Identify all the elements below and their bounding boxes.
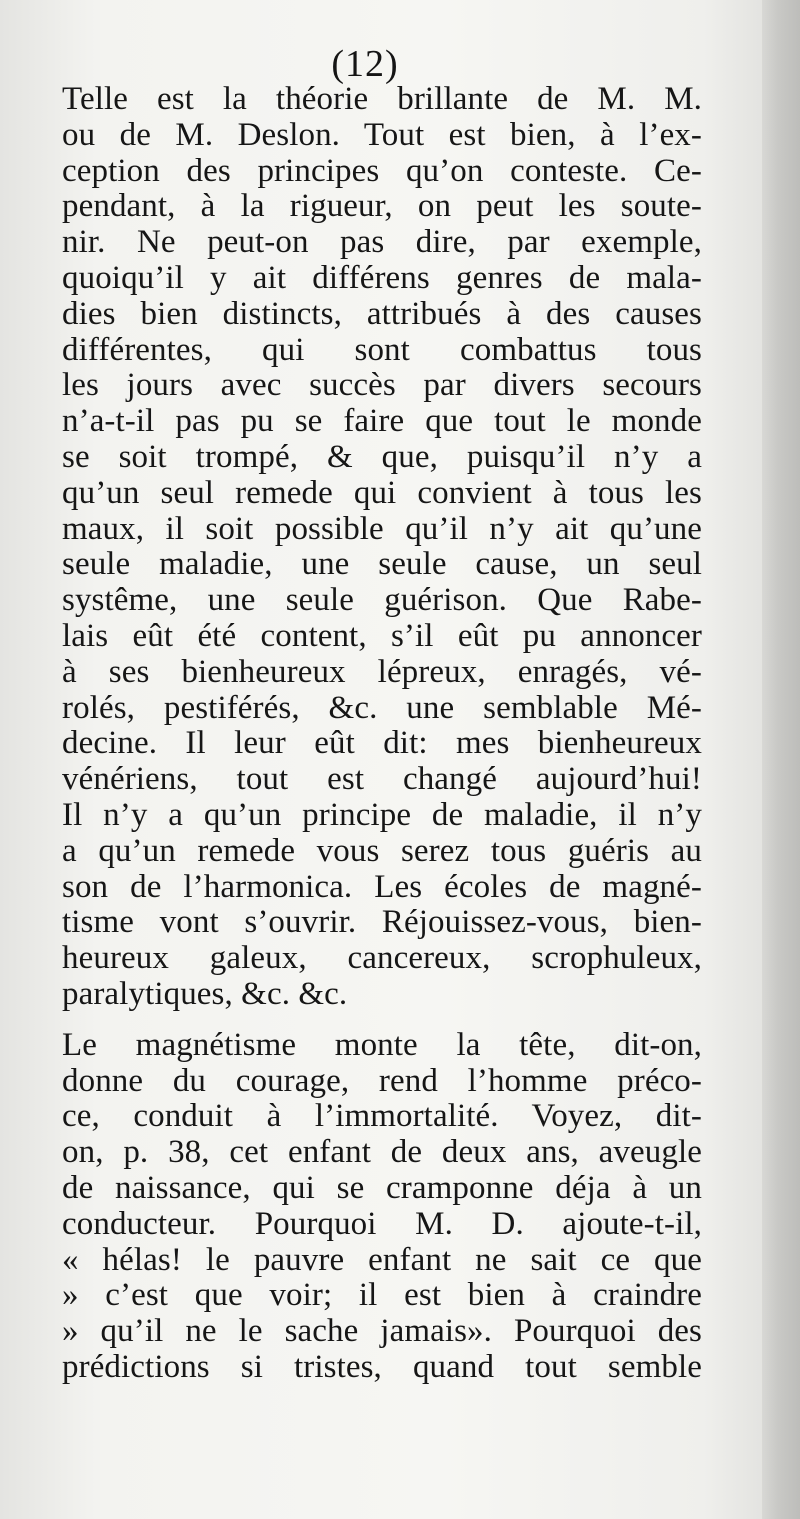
text-line: « hélas! le pauvre enfant ne sait ce que [62, 1241, 702, 1278]
text-line: les jours avec succès par divers secours [62, 367, 702, 404]
text-line: qu’un seul remede qui convient à tous les [62, 474, 702, 511]
paragraph-2 [62, 1028, 702, 1386]
text-line: paralytiques, &c. &c. [62, 975, 348, 1012]
page-number: (12) [331, 43, 399, 85]
text-line: heureux galeux, cancereux, scrophuleux, [62, 940, 702, 977]
text-line: Le magnétisme monte la tête, dit-on, [62, 1026, 702, 1063]
text-line: vénériens, tout est changé aujourd’hui! [62, 761, 702, 798]
text-line: » qu’il ne le sache jamais». Pourquoi des [62, 1313, 702, 1350]
text-line: on, p. 38, cet enfant de deux ans, aveugle [62, 1134, 702, 1171]
text-line: donne du courage, rend l’homme préco- [62, 1062, 702, 1099]
text-line: se soit trompé, & que, puisqu’il n’y a [62, 438, 702, 475]
text-line: prédictions si tristes, quand tout semble [62, 1348, 702, 1385]
text-line: de naissance, qui se cramponne déja à un [62, 1169, 702, 1206]
text-line: Telle est la théorie brillante de M. M. [62, 81, 702, 117]
text-line: dies bien distincts, attribués à des causes [62, 295, 702, 332]
text-line: seule maladie, une seule cause, un seul [62, 546, 702, 583]
text-line: lais eût été content, s’il eût pu annoncer [62, 617, 702, 654]
paragraph-1 [62, 82, 702, 1013]
text-line: rolés, pestiférés, &c. une semblable Mé- [62, 689, 702, 726]
text-line: Il n’y a qu’un principe de maladie, il n’y [62, 796, 702, 833]
text-line: quoiqu’il y ait différens genres de mala- [62, 259, 702, 296]
text-line: conducteur. Pourquoi M. D. ajoute-t-il, [62, 1205, 702, 1242]
text-line: tisme vont s’ouvrir. Réjouissez-vous, bien- [62, 904, 702, 941]
text-line: ception des principes qu’on conteste. Ce- [62, 152, 702, 189]
text-line: son de l’harmonica. Les écoles de magné- [62, 868, 702, 905]
text-line: maux, il soit possible qu’il n’y ait qu’une [62, 510, 702, 547]
text-line: » c’est que voir; il est bien à craindre [62, 1277, 702, 1314]
text-line: decine. Il leur eût dit: mes bienheureux [62, 725, 702, 762]
text-line: différentes, qui sont combattus tous [62, 331, 702, 368]
text-line: à ses bienheureux lépreux, enragés, vé- [62, 653, 702, 690]
page-text [62, 82, 702, 1386]
text-line: ou de M. Deslon. Tout est bien, à l’ex- [62, 116, 702, 153]
text-line: systême, une seule guérison. Que Rabe- [62, 582, 702, 619]
text-line: pendant, à la rigueur, on peut les soute- [62, 188, 702, 225]
text-line: a qu’un remede vous serez tous guéris au [62, 832, 702, 869]
page-gutter-shadow [762, 0, 800, 1519]
text-line: nir. Ne peut-on pas dire, par exemple, [62, 224, 702, 261]
text-line: ce, conduit à l’immortalité. Voyez, dit- [62, 1098, 702, 1135]
text-line: n’a-t-il pas pu se faire que tout le monde [62, 403, 702, 440]
